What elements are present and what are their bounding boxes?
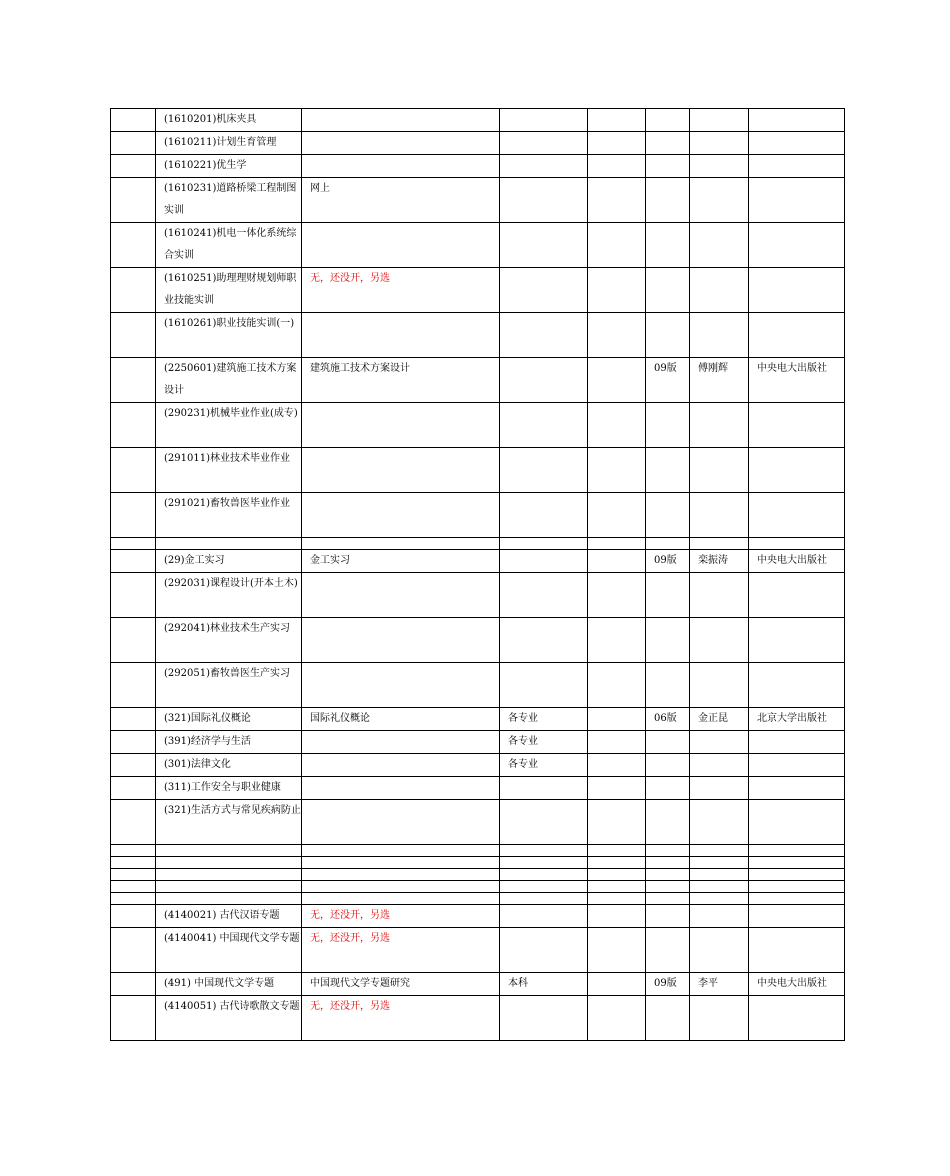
table-cell [588, 996, 646, 1041]
table-cell [749, 132, 845, 155]
table-cell [302, 869, 500, 881]
table-row [111, 155, 845, 178]
table-cell [500, 448, 588, 493]
table-cell [111, 663, 156, 708]
table-cell [646, 754, 690, 777]
table-cell: 06版 [646, 708, 690, 731]
table-cell [111, 448, 156, 493]
table-row [111, 618, 845, 663]
table-cell [588, 845, 646, 857]
table-cell [646, 493, 690, 538]
table-cell: (301)法律文化 [156, 754, 302, 777]
table-cell [749, 573, 845, 618]
table-cell [111, 928, 156, 973]
table-row [111, 973, 845, 996]
table-cell [749, 663, 845, 708]
table-cell [588, 109, 646, 132]
table-cell [646, 538, 690, 550]
table-row [111, 313, 845, 358]
table-row [111, 881, 845, 893]
table-cell [690, 905, 749, 928]
table-cell [749, 845, 845, 857]
table-cell [111, 869, 156, 881]
table-cell [500, 403, 588, 448]
textbook-table [110, 108, 845, 1041]
table-cell [500, 573, 588, 618]
table-cell [749, 800, 845, 845]
table-row [111, 754, 845, 777]
table-cell [111, 268, 156, 313]
table-cell [646, 731, 690, 754]
table-cell [646, 313, 690, 358]
table-cell: 各专业 [500, 731, 588, 754]
table-cell [302, 800, 500, 845]
table-cell [646, 573, 690, 618]
table-cell [646, 403, 690, 448]
table-cell: (1610201)机床夹具 [156, 109, 302, 132]
table-cell: (1610231)道路桥梁工程制图实训 [156, 178, 302, 223]
table-cell [500, 538, 588, 550]
table-cell [302, 132, 500, 155]
table-row [111, 663, 845, 708]
table-row [111, 708, 845, 731]
table-cell: 中央电大出版社 [749, 550, 845, 573]
table-cell [690, 313, 749, 358]
table-cell: (2250601)建筑施工技术方案设计 [156, 358, 302, 403]
table-row [111, 268, 845, 313]
table-cell: (1610221)优生学 [156, 155, 302, 178]
table-cell: 中国现代文学专题研究 [302, 973, 500, 996]
table-cell [302, 618, 500, 663]
table-row [111, 857, 845, 869]
table-cell [646, 178, 690, 223]
table-cell [749, 857, 845, 869]
table-cell [500, 996, 588, 1041]
table-cell [646, 663, 690, 708]
table-cell [749, 618, 845, 663]
table-cell [646, 869, 690, 881]
table-cell [111, 550, 156, 573]
table-cell [690, 800, 749, 845]
table-cell [690, 132, 749, 155]
table-cell [690, 618, 749, 663]
table-row [111, 448, 845, 493]
table-row [111, 493, 845, 538]
table-cell [588, 905, 646, 928]
table-cell [302, 573, 500, 618]
table-cell: 中央电大出版社 [749, 973, 845, 996]
table-cell [111, 403, 156, 448]
table-cell [156, 538, 302, 550]
table-cell [111, 538, 156, 550]
table-cell [690, 731, 749, 754]
table-cell [588, 777, 646, 800]
table-cell [302, 731, 500, 754]
table-cell [302, 845, 500, 857]
table-cell [302, 663, 500, 708]
table-cell [588, 754, 646, 777]
table-cell [749, 155, 845, 178]
table-cell [111, 845, 156, 857]
table-cell [500, 869, 588, 881]
table-cell [749, 777, 845, 800]
table-cell [646, 155, 690, 178]
table-cell [690, 893, 749, 905]
table-cell [690, 448, 749, 493]
table-cell [111, 618, 156, 663]
table-cell [302, 223, 500, 268]
table-cell [111, 893, 156, 905]
table-cell [749, 996, 845, 1041]
table-cell [690, 403, 749, 448]
table-cell: (1610211)计划生育管理 [156, 132, 302, 155]
table-cell [500, 905, 588, 928]
table-cell [749, 893, 845, 905]
table-cell [111, 800, 156, 845]
table-row [111, 845, 845, 857]
table-row [111, 403, 845, 448]
table-cell [302, 857, 500, 869]
table-cell [111, 857, 156, 869]
table-cell [111, 573, 156, 618]
table-cell: 无，还没开，另选 [302, 928, 500, 973]
table-cell [111, 777, 156, 800]
table-cell: (291021)畜牧兽医毕业作业 [156, 493, 302, 538]
table-cell: 金工实习 [302, 550, 500, 573]
table-cell [749, 881, 845, 893]
table-cell [500, 550, 588, 573]
table-cell [500, 313, 588, 358]
table-cell [500, 857, 588, 869]
table-row [111, 731, 845, 754]
table-cell [588, 493, 646, 538]
table-row [111, 223, 845, 268]
table-cell: (491) 中国现代文学专题 [156, 973, 302, 996]
table-cell: (292041)林业技术生产实习 [156, 618, 302, 663]
table-row [111, 132, 845, 155]
table-cell: 各专业 [500, 708, 588, 731]
table-cell: 中央电大出版社 [749, 358, 845, 403]
table-cell [111, 155, 156, 178]
table-cell [111, 178, 156, 223]
table-cell: 国际礼仪概论 [302, 708, 500, 731]
table-cell [749, 869, 845, 881]
table-cell [646, 618, 690, 663]
table-cell [588, 708, 646, 731]
table-cell [500, 777, 588, 800]
table-cell [500, 881, 588, 893]
table-cell [302, 893, 500, 905]
table-cell [749, 905, 845, 928]
table-cell [588, 663, 646, 708]
table-cell: (321)生活方式与常见疾病防止 [156, 800, 302, 845]
table-row [111, 178, 845, 223]
table-cell [690, 155, 749, 178]
table-cell [111, 109, 156, 132]
table-cell [646, 223, 690, 268]
table-cell [588, 538, 646, 550]
table-cell [749, 178, 845, 223]
table-cell [500, 845, 588, 857]
table-cell [749, 223, 845, 268]
table-cell: 本科 [500, 973, 588, 996]
table-cell [500, 358, 588, 403]
table-cell: (1610251)助理理财规划师职业技能实训 [156, 268, 302, 313]
table-row [111, 358, 845, 403]
table-cell [588, 893, 646, 905]
table-cell [588, 618, 646, 663]
table-cell [588, 928, 646, 973]
table-cell [588, 448, 646, 493]
table-cell: (291011)林业技术毕业作业 [156, 448, 302, 493]
table-cell [749, 268, 845, 313]
table-cell [500, 493, 588, 538]
table-row [111, 109, 845, 132]
table-row [111, 905, 845, 928]
table-cell [690, 996, 749, 1041]
table-cell [646, 893, 690, 905]
table-cell [588, 403, 646, 448]
table-cell: (290231)机械毕业作业(成专) [156, 403, 302, 448]
table-cell: 09版 [646, 973, 690, 996]
table-cell [646, 268, 690, 313]
table-cell: 北京大学出版社 [749, 708, 845, 731]
table-cell: 栾振涛 [690, 550, 749, 573]
table-cell [646, 996, 690, 1041]
table-cell [302, 493, 500, 538]
table-cell [690, 268, 749, 313]
table-cell: (391)经济学与生活 [156, 731, 302, 754]
table-cell [646, 132, 690, 155]
table-cell [111, 754, 156, 777]
table-cell [111, 973, 156, 996]
table-cell [690, 777, 749, 800]
table-cell [690, 928, 749, 973]
table-cell: (4140041) 中国现代文学专题 [156, 928, 302, 973]
table-cell [302, 777, 500, 800]
table-cell [646, 448, 690, 493]
table-cell [500, 800, 588, 845]
table-cell [111, 731, 156, 754]
table-cell [646, 857, 690, 869]
table-cell [500, 618, 588, 663]
table-cell [646, 777, 690, 800]
table-cell: 无，还没开，另选 [302, 996, 500, 1041]
table-row [111, 996, 845, 1041]
table-cell [690, 223, 749, 268]
table-row [111, 538, 845, 550]
table-row [111, 777, 845, 800]
table-cell [588, 857, 646, 869]
table-cell [749, 538, 845, 550]
table-cell: (311)工作安全与职业健康 [156, 777, 302, 800]
table-cell: 09版 [646, 550, 690, 573]
table-cell [588, 869, 646, 881]
table-cell [500, 223, 588, 268]
table-cell [156, 857, 302, 869]
table-cell [646, 905, 690, 928]
table-cell [111, 313, 156, 358]
table-cell [588, 313, 646, 358]
table-cell [111, 358, 156, 403]
table-cell: 09版 [646, 358, 690, 403]
table-cell [156, 893, 302, 905]
table-cell [111, 996, 156, 1041]
table-cell [588, 223, 646, 268]
table-row [111, 928, 845, 973]
table-cell: (29)金工实习 [156, 550, 302, 573]
table-cell [111, 905, 156, 928]
table-cell [302, 881, 500, 893]
table-cell [749, 109, 845, 132]
table-cell [690, 845, 749, 857]
table-cell: (292031)课程设计(开本土木) [156, 573, 302, 618]
table-cell: 金正昆 [690, 708, 749, 731]
table-cell [749, 754, 845, 777]
table-cell: 建筑施工技术方案设计 [302, 358, 500, 403]
table-cell [500, 132, 588, 155]
table-cell [500, 109, 588, 132]
table-cell [588, 268, 646, 313]
table-cell: (292051)畜牧兽医生产实习 [156, 663, 302, 708]
table-cell [302, 538, 500, 550]
table-cell [588, 178, 646, 223]
table-cell [646, 109, 690, 132]
table-cell [588, 155, 646, 178]
table-cell [690, 663, 749, 708]
table-cell [302, 754, 500, 777]
table-cell [500, 268, 588, 313]
table-cell [646, 845, 690, 857]
table-row [111, 869, 845, 881]
table-cell [690, 109, 749, 132]
table-cell [111, 881, 156, 893]
table-cell [111, 493, 156, 538]
table-cell [302, 403, 500, 448]
table-cell [500, 155, 588, 178]
table-cell: (1610261)职业技能实训(一) [156, 313, 302, 358]
table-cell [646, 800, 690, 845]
table-cell [588, 550, 646, 573]
table-cell [500, 893, 588, 905]
table-cell [588, 358, 646, 403]
table-cell [690, 881, 749, 893]
table-cell [749, 493, 845, 538]
table-cell [156, 845, 302, 857]
table-cell: 李平 [690, 973, 749, 996]
table-cell [690, 754, 749, 777]
table-cell [690, 178, 749, 223]
table-cell: 各专业 [500, 754, 588, 777]
table-cell: (4140021) 古代汉语专题 [156, 905, 302, 928]
table-cell: 傅刚辉 [690, 358, 749, 403]
table-cell [690, 538, 749, 550]
table-cell [111, 708, 156, 731]
table-cell [646, 881, 690, 893]
table-cell [588, 973, 646, 996]
table-cell [588, 573, 646, 618]
table-cell [156, 881, 302, 893]
table-cell [690, 493, 749, 538]
table-cell [500, 928, 588, 973]
table-cell: 网上 [302, 178, 500, 223]
table-row [111, 800, 845, 845]
table-cell [749, 448, 845, 493]
table-cell [302, 109, 500, 132]
table-row [111, 573, 845, 618]
table-row [111, 550, 845, 573]
table-cell [302, 155, 500, 178]
table-cell [302, 448, 500, 493]
table-cell: 无，还没开，另选 [302, 268, 500, 313]
table-cell [588, 800, 646, 845]
table-cell: (1610241)机电一体化系统综合实训 [156, 223, 302, 268]
table-cell [588, 132, 646, 155]
table-cell [500, 178, 588, 223]
table-cell [302, 313, 500, 358]
table-cell [588, 731, 646, 754]
table-cell [500, 663, 588, 708]
table-cell [111, 223, 156, 268]
table-cell [111, 132, 156, 155]
table-cell [690, 857, 749, 869]
table-cell [749, 403, 845, 448]
table-cell [690, 573, 749, 618]
table-cell: 无，还没开，另选 [302, 905, 500, 928]
table-cell: (4140051) 古代诗歌散文专题 [156, 996, 302, 1041]
table-cell [690, 869, 749, 881]
table-cell [646, 928, 690, 973]
table-cell [749, 313, 845, 358]
table-cell [588, 881, 646, 893]
table-row [111, 893, 845, 905]
table-cell [156, 869, 302, 881]
table-cell: (321)国际礼仪概论 [156, 708, 302, 731]
table-cell [749, 928, 845, 973]
table-cell [749, 731, 845, 754]
